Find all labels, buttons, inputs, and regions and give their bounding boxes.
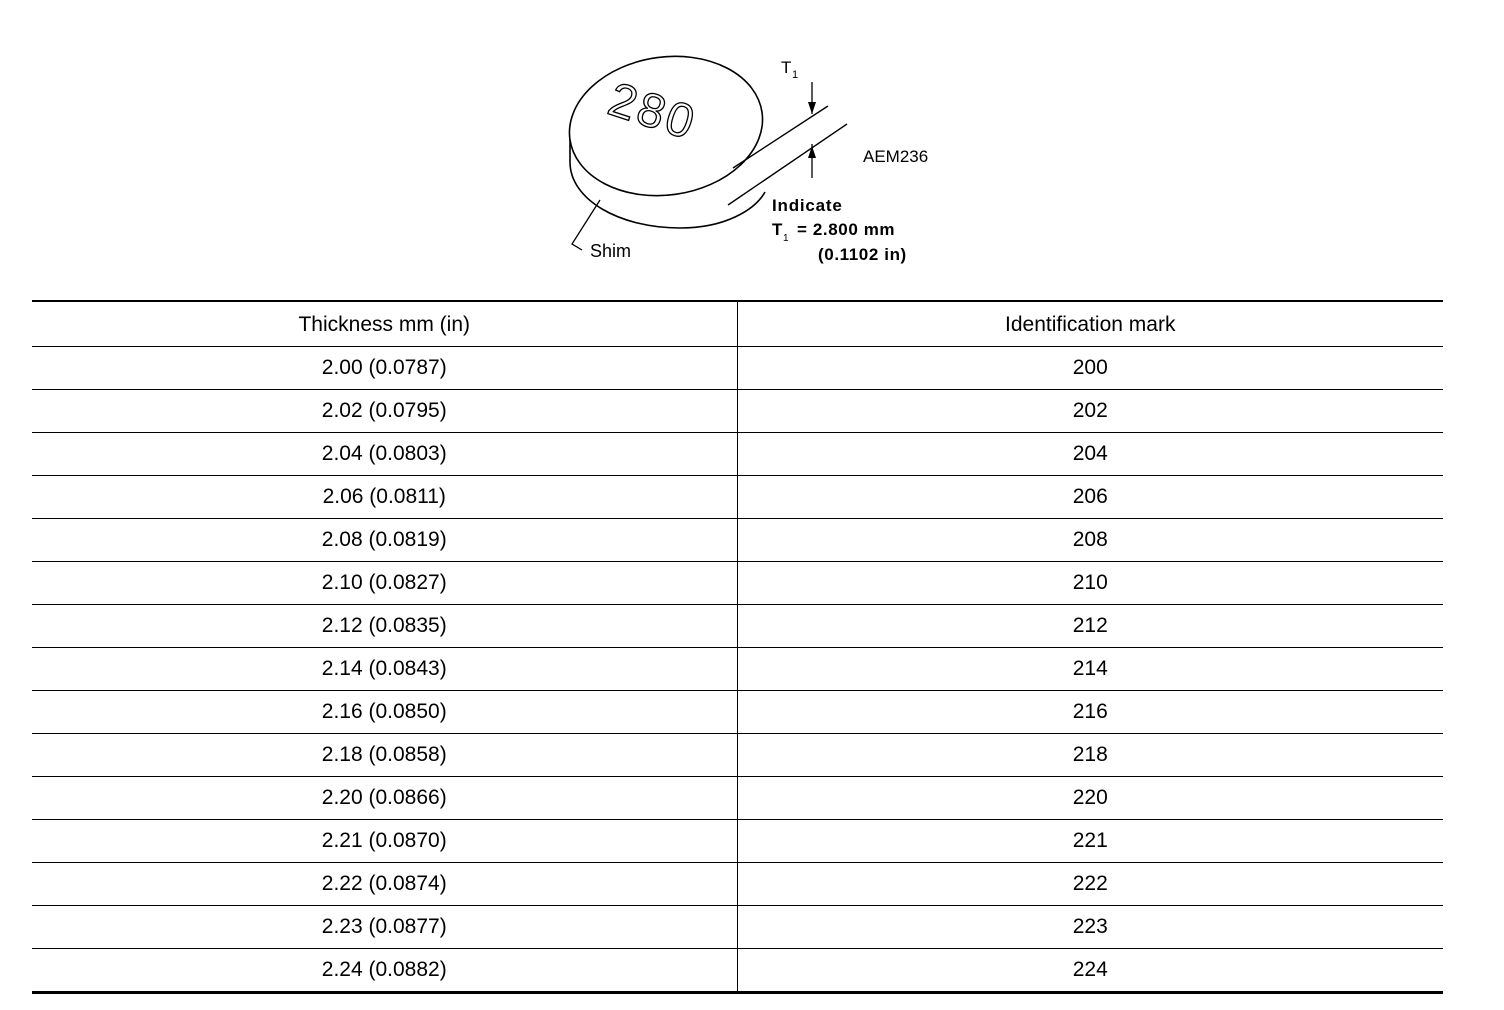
table-row [32, 691, 1443, 734]
table-row [32, 519, 1443, 562]
thickness-cell: 2.02 (0.0795) [32, 390, 737, 433]
mark-cell: 222 [737, 863, 1443, 906]
table-row [32, 820, 1443, 863]
mark-cell: 200 [737, 347, 1443, 390]
t1-subscript: 1 [792, 69, 799, 81]
shim-figure [0, 0, 1504, 290]
indicate-t: T [772, 220, 783, 239]
table-row [32, 390, 1443, 433]
thickness-cell: 2.14 (0.0843) [32, 648, 737, 691]
shim-thickness-table [32, 300, 1443, 994]
thickness-cell: 2.10 (0.0827) [32, 562, 737, 605]
part-code: AEM236 [863, 147, 929, 166]
thickness-cell: 2.16 (0.0850) [32, 691, 737, 734]
table-row [32, 562, 1443, 605]
table-row [32, 433, 1443, 476]
mark-cell: 218 [737, 734, 1443, 777]
mark-cell: 220 [737, 777, 1443, 820]
indicate-inch: (0.1102 in) [818, 245, 907, 264]
mark-cell: 206 [737, 476, 1443, 519]
indicate-label: Indicate [772, 196, 843, 215]
table-header-row [32, 301, 1443, 347]
mark-cell: 204 [737, 433, 1443, 476]
mark-cell: 202 [737, 390, 1443, 433]
indicate-value: = 2.800 mm [797, 220, 896, 239]
thickness-cell: 2.00 (0.0787) [32, 347, 737, 390]
mark-cell: 224 [1072, 958, 1108, 981]
thickness-cell: 2.18 (0.0858) [32, 734, 737, 777]
t1-label: T [781, 58, 792, 77]
thickness-cell: 2.22 (0.0874) [32, 863, 737, 906]
thickness-cell: 2.06 (0.0811) [32, 476, 737, 519]
table-row [32, 863, 1443, 906]
mark-cell: 216 [737, 691, 1443, 734]
table-row [32, 648, 1443, 691]
table-row [32, 476, 1443, 519]
thickness-cell: 2.23 (0.0877) [32, 906, 737, 949]
thickness-cell: 2.24 (0.0882) [32, 949, 737, 993]
table-row [32, 347, 1443, 390]
mark-column-header: Identification mark [737, 301, 1443, 347]
thickness-cell: 2.08 (0.0819) [32, 519, 737, 562]
mark-cell: 221 [737, 820, 1443, 863]
thickness-cell: 2.21 (0.0870) [32, 820, 737, 863]
thickness-column-header: Thickness mm (in) [32, 301, 737, 347]
mark-cell: 210 [737, 562, 1443, 605]
thickness-cell: 2.04 (0.0803) [32, 433, 737, 476]
mark-cell: 223 [737, 906, 1443, 949]
table-row [32, 777, 1443, 820]
indicate-t-subscript: 1 [783, 233, 789, 244]
shim-mark: 280 [602, 72, 704, 151]
table-row [32, 906, 1443, 949]
thickness-cell: 2.20 (0.0866) [32, 777, 737, 820]
thickness-cell: 2.12 (0.0835) [32, 605, 737, 648]
mark-cell: 212 [737, 605, 1443, 648]
dimension-arrow-down-icon [808, 102, 816, 114]
table-row [32, 734, 1443, 777]
table-row [32, 949, 1443, 993]
shim-label: Shim [590, 241, 632, 261]
shim-diagram [0, 0, 1504, 290]
mark-cell: 208 [737, 519, 1443, 562]
table-row [32, 605, 1443, 648]
mark-cell: 214 [737, 648, 1443, 691]
dimension-arrow-up-icon [808, 146, 816, 158]
